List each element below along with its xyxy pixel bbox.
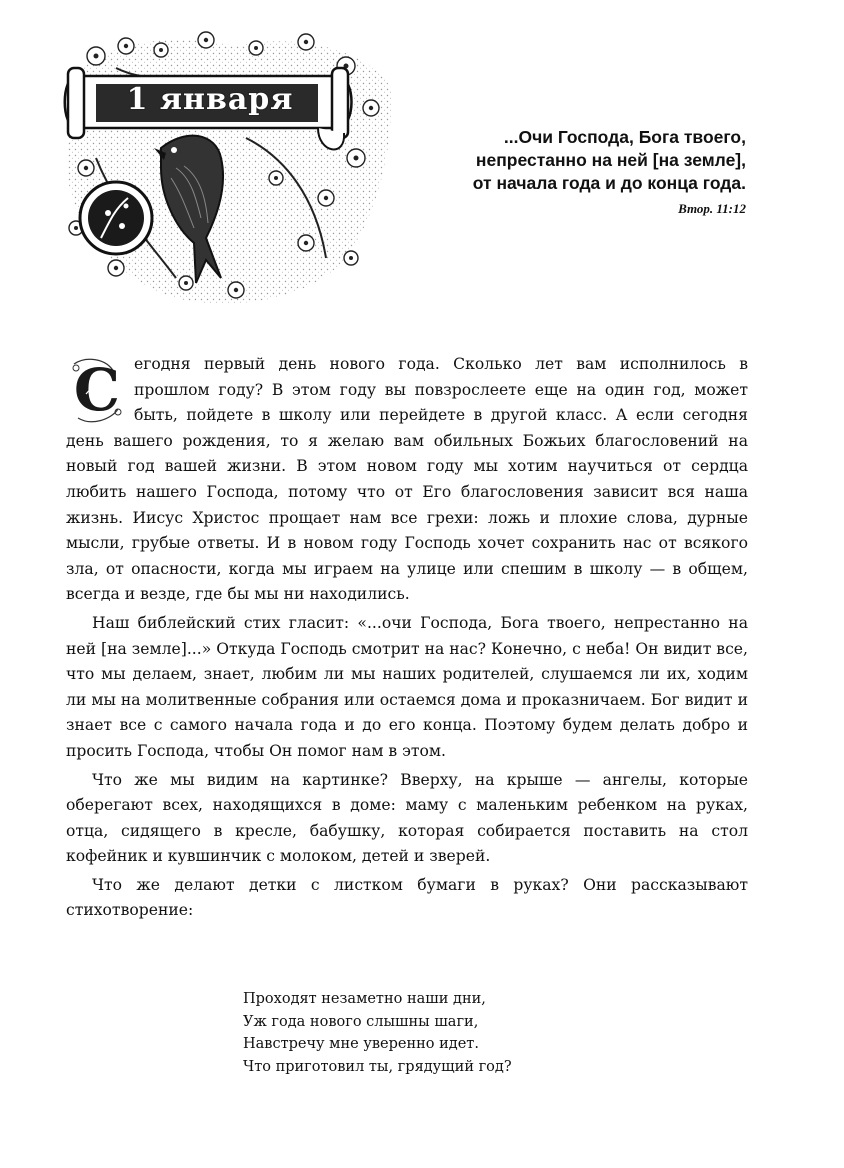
- bird-flowers-engraving: [56, 28, 396, 313]
- epigraph-line: от начала года и до конца года.: [472, 173, 746, 193]
- poem-line: Проходят незаметно наши дни,: [243, 991, 486, 1007]
- paragraph-4: Что же делают детки с листком бумаги в руках? Они рассказывают стихотворение:: [66, 875, 748, 920]
- header-illustration: [56, 28, 396, 313]
- poem-line: Что приготовил ты, грядущий год?: [243, 1058, 512, 1075]
- poem: [243, 988, 663, 1078]
- paragraph-2: Наш библейский стих гласит: «...очи Господа, Бога твоего, непрестанно на ней [на земле]...» Откуда Господь смотрит на нас? Конечно, с неба! Он видит все, что мы делаем, знает, любим ли мы наших родителей, слушаемся ли их, ходим ли мы на молитвенные собрания или остаемся дома и проказничаем. Бог видит и знает все с самого начала года и до его конца. Поэтому будем делать добро и просить Господа, чтобы Он помог нам в этом.: [66, 613, 748, 760]
- paragraph-3: Что же мы видим на картинке? Вверху, на крыше — ангелы, которые оберегают всех, находящихся в доме: маму с маленьким ребенком на руках, отца, сидящего в кресле, бабушку, которая собирается поставить на стол кофейник и кувшинчик с молоком, детей и зверей.: [66, 770, 748, 866]
- drop-cap: [66, 354, 128, 426]
- epigraph-line: непрестанно на ней [на земле],: [475, 150, 746, 170]
- poem-line: Уж года нового слышны шаги,: [243, 1013, 479, 1030]
- paragraph-text: егодня первый день нового года. Сколько лет вам исполнилось в прошлом году? В этом году вы повзрослеете еще на один год, может быть, пойдете в школу или перейдете в другой класс. А если сегодня день вашего рождения, то я желаю вам обильных Божьих благословений на новый год вашей жизни. В этом новом году мы хотим научиться от сердца любить нашего Господа, потому что от Его благословения зависит вся наша жизнь. Иисус Христос прощает нам все грехи: ложь и плохие слова, дурные мысли, грубые ответы. И в новом году Господь хочет сохранить нас от всякого зла, от опасности, когда мы играем на улице или спешим в школу — в общем, всегда и везде, где бы мы ни находились.: [66, 355, 748, 604]
- epigraph-reference: Втор. 11:12: [678, 201, 746, 216]
- epigraph: [386, 126, 746, 220]
- paragraph-1: [66, 352, 748, 608]
- poem-line: Навстречу мне уверенно идет.: [243, 1036, 479, 1053]
- epigraph-line: ...Очи Господа, Бога твоего,: [503, 127, 746, 147]
- article-body: [66, 352, 748, 924]
- ornate-letter-s-icon: [66, 354, 128, 426]
- date-banner-title: 1 января: [126, 82, 294, 117]
- drop-cap-letter: С: [73, 356, 121, 424]
